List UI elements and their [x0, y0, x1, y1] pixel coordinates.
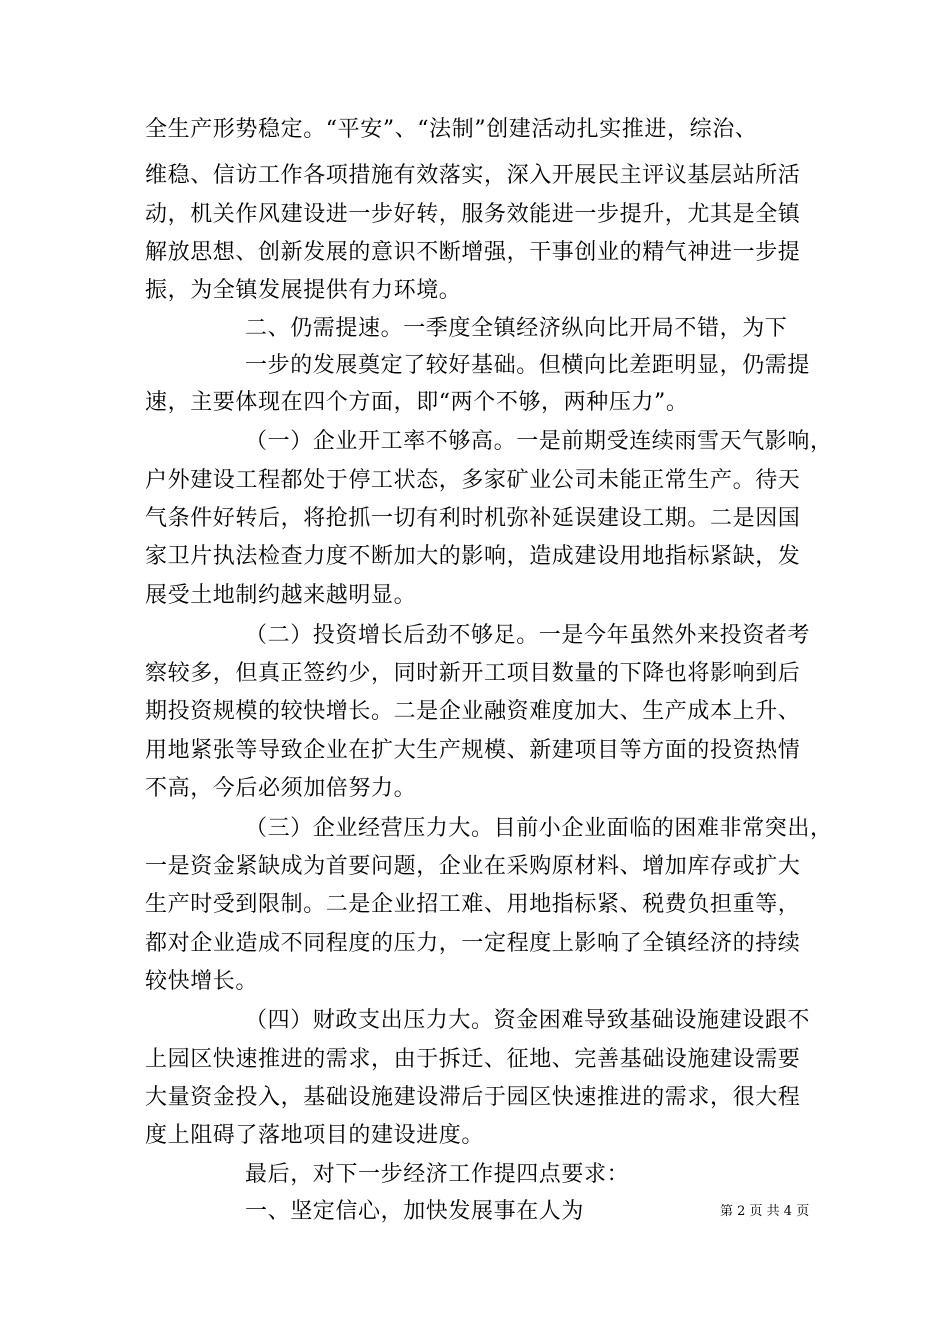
text-line: 动，机关作风建设进一步好转，服务效能进一步提升，尤其是全镇 [145, 202, 801, 227]
text-line: 解放思想、创新发展的意识不断增强，干事创业的精气神进一步提 [145, 240, 801, 265]
text-line: 期投资规模的较快增长。二是企业融资难度加大、生产成本上升、 [145, 699, 801, 724]
text-line: 户外建设工程都处于停工状态，多家矿业公司未能正常生产。待天 [145, 468, 801, 493]
text-line: 全生产形势稳定。“平安”、“法制”创建活动扎实推进，综治、 [145, 117, 758, 142]
text-line: 维稳、信访工作各项措施有效落实，深入开展民主评议基层站所活 [145, 163, 801, 188]
section-heading: 二、仍需提速。一季度全镇经济纵向比开局不错，为下 [245, 316, 788, 341]
subsection-heading: （二）投资增长后劲不够足。一是今年虽然外来投资者考 [245, 623, 811, 648]
text-line: 展受土地制约越来越明显。 [145, 583, 417, 608]
text-line: 速，主要体现在四个方面，即“两个不够，两种压力”。 [145, 390, 689, 415]
text-line: 度上阻碍了落地项目的建设进度。 [145, 1123, 485, 1148]
subsection-heading: （三）企业经营压力大。目前小企业面临的困难非常突出， [245, 816, 833, 841]
text-line: 较快增长。 [145, 969, 259, 994]
subsection-heading: （四）财政支出压力大。资金困难导致基础设施建设跟不 [245, 1008, 811, 1033]
text-line: 气条件好转后，将抢抓一切有利时机弥补延误建设工期。二是因国 [145, 506, 801, 531]
section-heading: 一、坚定信心，加快发展事在人为 [245, 1199, 585, 1224]
text-line: 上园区快速推进的需求，由于拆迁、征地、完善基础设施建设需要 [145, 1047, 801, 1072]
text-line: 察较多，但真正签约少，同时新开工项目数量的下降也将影响到后 [145, 661, 801, 686]
text-line: 不高，今后必须加倍努力。 [145, 776, 417, 801]
page-number: 第 2 页 共 4 页 [720, 1204, 810, 1219]
subsection-heading: （一）企业开工率不够高。一是前期受连续雨雪天气影响， [245, 429, 833, 454]
text-line: 一是资金紧缺成为首要问题，企业在采购原材料、增加库存或扩大 [145, 854, 801, 879]
text-line: 最后，对下一步经济工作提四点要求： [245, 1162, 630, 1187]
text-line: 生产时受到限制。二是企业招工难、用地指标紧、税费负担重等， [145, 892, 801, 917]
text-line: 家卫片执法检查力度不断加大的影响，造成建设用地指标紧缺，发 [145, 544, 801, 569]
text-line: 一步的发展奠定了较好基础。但横向比差距明显，仍需提 [245, 353, 811, 378]
text-line: 用地紧张等导致企业在扩大生产规模、新建项目等方面的投资热情 [145, 738, 801, 763]
text-line: 大量资金投入，基础设施建设滞后于园区快速推进的需求，很大程 [145, 1085, 801, 1110]
text-line: 都对企业造成不同程度的压力，一定程度上影响了全镇经济的持续 [145, 931, 801, 956]
text-line: 振，为全镇发展提供有力环境。 [145, 278, 462, 303]
